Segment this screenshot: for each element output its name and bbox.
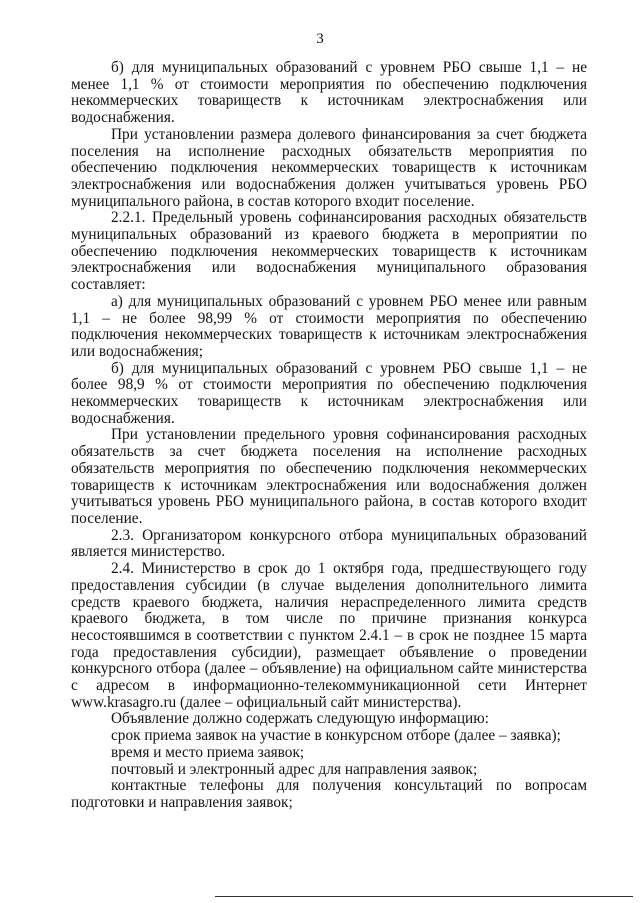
list-item-deadline: срок приема заявок на участие в конкурсном отборе (далее – заявка); [111,727,561,745]
page-number: 3 [316,31,324,47]
paragraph-b-rbo-above-limit: б) для муниципальных образований с уровнем РБО свыше 1,1 – не более 98,9 % от стоимости мероприятия по обеспечению подключения некоммерческих товариществ к источникам электроснабжения или водоснабжения. [71,359,587,427]
list-item-phones: контактные телефоны для получения консультаций по вопросам подготовки и направления заявок; [71,777,587,811]
paragraph-share-financing: При установлении размера долевого финансирования за счет бюджета поселения на исполнение расходных обязательств мероприятия по обеспечению подключения некоммерческих товариществ к источникам электроснабжения или водоснабжения должен учитываться уровень РБО муниципального района, в состав которого входит поселение. [71,125,587,210]
paragraph-b-rbo-above: б) для муниципальных образований с уровнем РБО свыше 1,1 – не менее 1,1 % от стоимости мероприятия по обеспечению подключения некоммерческих товариществ к источникам электроснабжения или водоснабжения. [71,59,587,127]
footer-divider [215,896,633,897]
list-item-time-place: время и место приема заявок; [111,743,305,761]
paragraph-limit-cofinancing: При установлении предельного уровня софинансирования расходных обязательств за счет бюджета поселения на исполнение расходных обязательств мероприятия по обеспечению подключения некоммерческих товариществ к источникам электроснабжения или водоснабжения должен учитываться уровень РБО муниципального района, в состав которого входит поселение. [71,426,587,527]
paragraph-2-2-1: 2.2.1. Предельный уровень софинансирования расходных обязательств муниципальных образований из краевого бюджета в мероприятии по обеспечению подключения некоммерческих товариществ к источникам электроснабжения или водоснабжения муниципального образования составляет: [71,209,587,294]
list-item-addresses: почтовый и электронный адрес для направления заявок; [111,760,478,778]
paragraph-2-4: 2.4. Министерство в срок до 1 октября года, предшествующего году предоставления субсидии (в случае выделения дополнительного лимита средств краевого бюджета, наличия нераспределенного лимита средств краевого бюджета, в том числе по причине признания конкурса несостоявшимся в соответствии с пунктом 2.4.1 – в срок не позднее 15 марта года предоставления субсидии), размещает объявление о проведении конкурсного отбора (далее – объявление) на официальном сайте министерства с адресом в информационно-телекоммуникационной сети Интернет www.krasagro.ru (далее – официальный сайт министерства). [71,560,587,711]
document-body [71,60,587,812]
paragraph-2-3: 2.3. Организатором конкурсного отбора муниципальных образований является министерство. [71,526,587,561]
paragraph-a-rbo-below: а) для муниципальных образований с уровнем РБО менее или равным 1,1 – не более 98,99 % от стоимости мероприятия по обеспечению подключения некоммерческих товариществ к источникам электроснабжения или водоснабжения; [71,292,587,360]
paragraph-announcement-contents: Объявление должно содержать следующую информацию: [111,710,489,728]
